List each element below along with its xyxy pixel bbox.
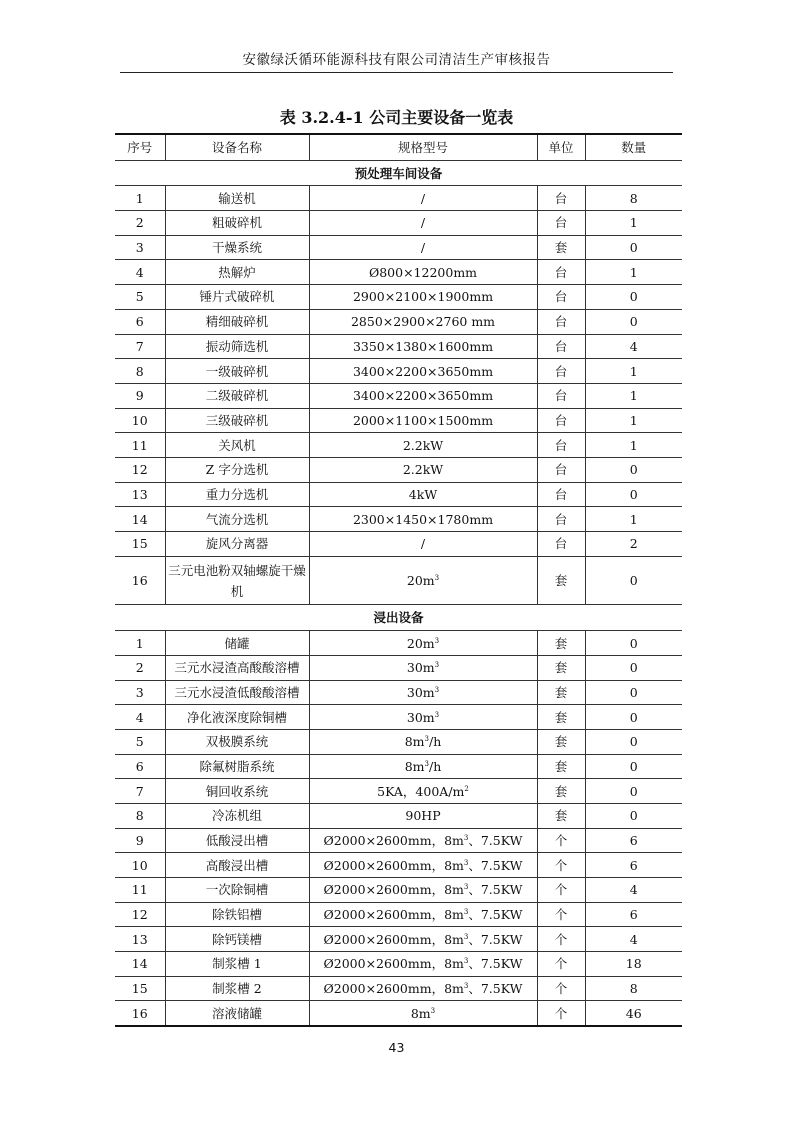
cell-unit: 套 [537, 680, 585, 705]
cell-name: 高酸浸出槽 [165, 853, 309, 878]
cell-name: 一级破碎机 [165, 359, 309, 384]
cell-no: 1 [115, 631, 165, 656]
cell-qty: 4 [585, 878, 682, 903]
table-row [115, 482, 682, 507]
table-row [115, 532, 682, 557]
cell-qty: 0 [585, 457, 682, 482]
table-row [115, 853, 682, 878]
cell-qty: 46 [585, 1001, 682, 1026]
cell-name: 旋风分离器 [165, 532, 309, 557]
spec-superscript: 3 [424, 759, 429, 768]
cell-unit: 个 [537, 902, 585, 927]
table-row [115, 655, 682, 680]
table-row [115, 828, 682, 853]
spec-text: 30m [406, 684, 435, 700]
cell-qty: 0 [585, 754, 682, 779]
cell-unit: 个 [537, 878, 585, 903]
cell-no: 3 [115, 235, 165, 260]
spec-suffix: /h [429, 758, 442, 774]
cell-no: 9 [115, 383, 165, 408]
cell-name: 除氟树脂系统 [165, 754, 309, 779]
spec-suffix: 、7.5KW [468, 907, 523, 923]
cell-unit: 个 [537, 927, 585, 952]
cell-unit: 台 [537, 433, 585, 458]
spec-text: 30m [406, 709, 435, 725]
cell-qty: 0 [585, 285, 682, 310]
cell-unit: 台 [537, 309, 585, 334]
cell-unit: 个 [537, 853, 585, 878]
cell-no: 4 [115, 260, 165, 285]
cell-no: 5 [115, 729, 165, 754]
spec-suffix: 、7.5KW [468, 931, 523, 947]
cell-no: 10 [115, 408, 165, 433]
cell-no: 7 [115, 779, 165, 804]
spec-text: 30m [406, 660, 435, 676]
cell-no: 4 [115, 705, 165, 730]
cell-unit: 台 [537, 260, 585, 285]
cell-no: 12 [115, 902, 165, 927]
spec-superscript: 3 [463, 858, 469, 867]
cell-unit: 套 [537, 631, 585, 656]
cell-spec: 2300×1450×1780mm [309, 507, 537, 532]
cell-no: 14 [115, 507, 165, 532]
cell-spec: 2000×1100×1500mm [309, 408, 537, 433]
table-row [115, 408, 682, 433]
cell-qty: 1 [585, 433, 682, 458]
cell-name: 精细破碎机 [165, 309, 309, 334]
cell-name: 制浆槽 1 [165, 952, 309, 977]
cell-unit: 套 [537, 556, 585, 605]
spec-text: Ø2000×2600mm，8m [323, 833, 464, 849]
table-row [115, 285, 682, 310]
cell-name: 二级破碎机 [165, 383, 309, 408]
cell-name: 锤片式破碎机 [165, 285, 309, 310]
spec-superscript: 3 [463, 957, 469, 966]
cell-no: 13 [115, 482, 165, 507]
table-row [115, 680, 682, 705]
spec-superscript: 3 [434, 574, 440, 583]
cell-spec [309, 729, 537, 754]
spec-text: Ø2000×2600mm，8m [323, 907, 464, 923]
section-title: 浸出设备 [115, 605, 682, 631]
cell-unit: 个 [537, 828, 585, 853]
cell-qty: 0 [585, 482, 682, 507]
cell-spec [309, 705, 537, 730]
column-header-qty: 数量 [585, 134, 682, 160]
cell-no: 9 [115, 828, 165, 853]
cell-spec [309, 927, 537, 952]
cell-spec: / [309, 211, 537, 236]
cell-spec [309, 878, 537, 903]
cell-spec [309, 779, 537, 804]
cell-qty: 0 [585, 309, 682, 334]
cell-unit: 台 [537, 482, 585, 507]
cell-unit: 套 [537, 779, 585, 804]
cell-no: 2 [115, 211, 165, 236]
cell-unit: 套 [537, 705, 585, 730]
cell-qty: 0 [585, 705, 682, 730]
cell-no: 6 [115, 754, 165, 779]
spec-text: Ø2000×2600mm，8m [323, 857, 464, 873]
cell-unit: 台 [537, 334, 585, 359]
cell-no: 11 [115, 433, 165, 458]
table-row [115, 556, 682, 605]
cell-qty: 0 [585, 655, 682, 680]
cell-no: 3 [115, 680, 165, 705]
table-title: 表 3.2.4-1 公司主要设备一览表 [279, 108, 514, 127]
cell-no: 1 [115, 186, 165, 211]
section-row [115, 605, 682, 631]
cell-spec [309, 902, 537, 927]
cell-spec: 2.2kW [309, 457, 537, 482]
cell-name: 净化液深度除铜槽 [165, 705, 309, 730]
cell-name: 铜回收系统 [165, 779, 309, 804]
spec-suffix: 、7.5KW [468, 882, 523, 898]
cell-qty: 18 [585, 952, 682, 977]
spec-text: Ø2000×2600mm，8m [323, 956, 464, 972]
cell-name: 除铁铝槽 [165, 902, 309, 927]
cell-name: 三级破碎机 [165, 408, 309, 433]
cell-name: 低酸浸出槽 [165, 828, 309, 853]
cell-spec: / [309, 235, 537, 260]
cell-spec: 2.2kW [309, 433, 537, 458]
section-row [115, 160, 682, 186]
cell-qty: 0 [585, 680, 682, 705]
cell-qty: 1 [585, 260, 682, 285]
cell-unit: 台 [537, 457, 585, 482]
table-row [115, 383, 682, 408]
cell-name: 三元水浸渣低酸酸溶槽 [165, 680, 309, 705]
cell-spec: 2850×2900×2760 mm [309, 309, 537, 334]
cell-qty: 0 [585, 729, 682, 754]
cell-name: Z 字分选机 [165, 457, 309, 482]
cell-unit: 台 [537, 532, 585, 557]
cell-no: 16 [115, 1001, 165, 1026]
cell-unit: 台 [537, 211, 585, 236]
spec-text: 20m [406, 635, 435, 651]
table-row [115, 186, 682, 211]
column-header-name: 设备名称 [165, 134, 309, 160]
cell-spec [309, 1001, 537, 1026]
cell-spec: 3400×2200×3650mm [309, 359, 537, 384]
spec-superscript: 3 [463, 834, 469, 843]
spec-suffix: /h [429, 734, 442, 750]
cell-spec: 3350×1380×1600mm [309, 334, 537, 359]
page-header: 安徽绿沃循环能源科技有限公司清洁生产审核报告 [242, 52, 551, 68]
spec-superscript: 3 [463, 932, 469, 941]
cell-name: 关风机 [165, 433, 309, 458]
section-title: 预处理车间设备 [115, 160, 682, 186]
cell-name: 三元电池粉双轴螺旋干燥机 [165, 556, 309, 605]
table-row [115, 729, 682, 754]
cell-qty: 4 [585, 334, 682, 359]
cell-no: 8 [115, 803, 165, 828]
table-row [115, 902, 682, 927]
cell-unit: 台 [537, 359, 585, 384]
cell-spec: 4kW [309, 482, 537, 507]
table-row [115, 1001, 682, 1026]
table-row [115, 952, 682, 977]
cell-unit: 套 [537, 235, 585, 260]
cell-unit: 个 [537, 976, 585, 1001]
page-number: 43 [388, 1040, 405, 1055]
cell-name: 溶液储罐 [165, 1001, 309, 1026]
cell-no: 15 [115, 976, 165, 1001]
cell-qty: 0 [585, 631, 682, 656]
cell-unit: 台 [537, 285, 585, 310]
cell-no: 13 [115, 927, 165, 952]
table-row [115, 260, 682, 285]
spec-suffix: 、7.5KW [468, 956, 523, 972]
cell-no: 12 [115, 457, 165, 482]
cell-name: 除钙镁槽 [165, 927, 309, 952]
spec-superscript: 3 [424, 735, 429, 744]
cell-unit: 套 [537, 803, 585, 828]
spec-superscript: 3 [430, 1006, 436, 1015]
cell-name: 热解炉 [165, 260, 309, 285]
cell-name: 制浆槽 2 [165, 976, 309, 1001]
spec-text: 5KA，400A/m [377, 783, 465, 799]
cell-spec: 90HP [309, 803, 537, 828]
cell-no: 6 [115, 309, 165, 334]
cell-name: 振动筛选机 [165, 334, 309, 359]
table-row [115, 779, 682, 804]
cell-spec [309, 952, 537, 977]
cell-qty: 0 [585, 556, 682, 605]
cell-name: 干燥系统 [165, 235, 309, 260]
spec-superscript: 3 [434, 636, 440, 645]
spec-text: 8m [410, 1005, 431, 1021]
cell-unit: 台 [537, 383, 585, 408]
table-row [115, 457, 682, 482]
table-row [115, 754, 682, 779]
spec-text: 20m [406, 573, 435, 589]
cell-unit: 台 [537, 408, 585, 433]
cell-name: 气流分选机 [165, 507, 309, 532]
spec-suffix: 、7.5KW [468, 833, 523, 849]
table-row [115, 878, 682, 903]
cell-no: 14 [115, 952, 165, 977]
cell-spec [309, 680, 537, 705]
cell-no: 5 [115, 285, 165, 310]
cell-no: 16 [115, 556, 165, 605]
cell-qty: 1 [585, 383, 682, 408]
cell-spec [309, 631, 537, 656]
cell-name: 输送机 [165, 186, 309, 211]
spec-text: Ø2000×2600mm，8m [323, 931, 464, 947]
cell-spec [309, 828, 537, 853]
spec-superscript: 3 [434, 710, 440, 719]
table-row [115, 433, 682, 458]
table-row [115, 507, 682, 532]
spec-text: 8m [404, 758, 425, 774]
cell-qty: 6 [585, 853, 682, 878]
cell-name: 一次除铜槽 [165, 878, 309, 903]
cell-qty: 6 [585, 828, 682, 853]
cell-spec [309, 976, 537, 1001]
cell-spec: 2900×2100×1900mm [309, 285, 537, 310]
cell-qty: 0 [585, 803, 682, 828]
cell-qty: 0 [585, 779, 682, 804]
table-row [115, 235, 682, 260]
cell-qty: 1 [585, 507, 682, 532]
cell-qty: 8 [585, 186, 682, 211]
table-row [115, 211, 682, 236]
cell-unit: 套 [537, 655, 585, 680]
spec-superscript: 2 [464, 784, 469, 793]
cell-unit: 个 [537, 952, 585, 977]
header-rule [120, 72, 673, 73]
column-header-no: 序号 [115, 134, 165, 160]
cell-qty: 2 [585, 532, 682, 557]
table-row [115, 927, 682, 952]
cell-unit: 套 [537, 729, 585, 754]
spec-suffix: 、7.5KW [468, 981, 523, 997]
table-row [115, 976, 682, 1001]
spec-text: Ø2000×2600mm，8m [323, 981, 464, 997]
spec-superscript: 3 [434, 685, 440, 694]
spec-superscript: 3 [434, 661, 440, 670]
table-row [115, 309, 682, 334]
cell-spec: / [309, 532, 537, 557]
cell-qty: 1 [585, 408, 682, 433]
cell-unit: 套 [537, 754, 585, 779]
cell-spec [309, 655, 537, 680]
cell-qty: 4 [585, 927, 682, 952]
equipment-table [115, 133, 682, 1027]
cell-no: 8 [115, 359, 165, 384]
cell-unit: 台 [537, 507, 585, 532]
cell-name: 储罐 [165, 631, 309, 656]
spec-suffix: 、7.5KW [468, 857, 523, 873]
table-header-row [115, 134, 682, 160]
spec-superscript: 3 [463, 908, 469, 917]
cell-name: 粗破碎机 [165, 211, 309, 236]
cell-name: 三元水浸渣高酸酸溶槽 [165, 655, 309, 680]
spec-superscript: 3 [463, 982, 469, 991]
cell-qty: 6 [585, 902, 682, 927]
cell-no: 7 [115, 334, 165, 359]
cell-qty: 1 [585, 211, 682, 236]
cell-spec [309, 853, 537, 878]
cell-name: 双极膜系统 [165, 729, 309, 754]
cell-no: 11 [115, 878, 165, 903]
cell-unit: 台 [537, 186, 585, 211]
spec-text: 8m [404, 734, 425, 750]
cell-name: 重力分选机 [165, 482, 309, 507]
table-row [115, 334, 682, 359]
table-body [115, 160, 682, 1026]
cell-qty: 8 [585, 976, 682, 1001]
spec-superscript: 3 [463, 883, 469, 892]
cell-spec [309, 754, 537, 779]
cell-no: 2 [115, 655, 165, 680]
cell-name: 冷冻机组 [165, 803, 309, 828]
table-row [115, 705, 682, 730]
cell-no: 10 [115, 853, 165, 878]
cell-spec: 3400×2200×3650mm [309, 383, 537, 408]
cell-unit: 个 [537, 1001, 585, 1026]
table-row [115, 631, 682, 656]
cell-qty: 0 [585, 235, 682, 260]
cell-spec: / [309, 186, 537, 211]
cell-spec [309, 556, 537, 605]
column-header-spec: 规格型号 [309, 134, 537, 160]
spec-text: Ø2000×2600mm，8m [323, 882, 464, 898]
cell-qty: 1 [585, 359, 682, 384]
table-row [115, 359, 682, 384]
cell-no: 15 [115, 532, 165, 557]
table-row [115, 803, 682, 828]
cell-spec: Ø800×12200mm [309, 260, 537, 285]
column-header-unit: 单位 [537, 134, 585, 160]
